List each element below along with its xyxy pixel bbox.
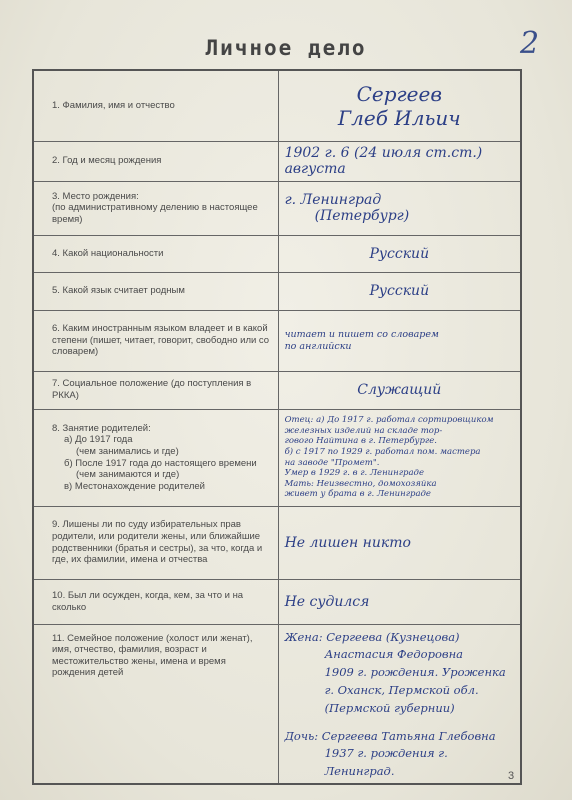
field-label: 7. Социальное положение (до поступления в РККА)	[33, 371, 278, 409]
field-label: 5. Какой язык считает родным	[33, 272, 278, 310]
form-row-name	[33, 70, 521, 141]
form-row-social-status	[33, 371, 521, 409]
field-label: 4. Какой национальности	[33, 235, 278, 272]
form-row-birthdate	[33, 141, 521, 181]
answer-line: г. Оханск, Пермской обл.	[324, 682, 479, 697]
answer-line: Русский	[369, 283, 430, 299]
field-label: 6. Каким иностранным языком владеет и в какой степени (пишет, читает, говорит, свободно или со словарем)	[33, 310, 278, 371]
footer-page-number: 3	[508, 770, 515, 782]
answer-line: 1909 г. рождения. Уроженка	[324, 665, 506, 680]
answer-line: 1902 г. 6 (24 июля ст.ст.) августа	[284, 145, 483, 177]
field-answer	[278, 579, 521, 624]
handwritten-page-number: 2	[520, 26, 540, 61]
field-label	[33, 409, 278, 506]
answer-line: (Петербург)	[314, 208, 410, 224]
field-label: 1. Фамилия, имя и отчество	[33, 70, 278, 141]
form-row-nationality	[33, 235, 521, 272]
field-label: 9. Лишены ли по суду избирательных прав родители, или родители жены, или ближайшие родственники (братья и сестры), за что, когда и где, их фамилии, имена и отчества	[33, 506, 278, 579]
answer-line: железных изделий на складе тор-	[284, 425, 443, 436]
personal-record-form	[32, 69, 522, 785]
field-answer	[278, 141, 521, 181]
field-answer	[278, 409, 521, 506]
answer-line: г. Ленинград	[284, 192, 382, 208]
field-answer	[278, 272, 521, 310]
answer-line: Умер в 1929 г. в г. Ленинграде	[284, 468, 424, 479]
answer-line: Жена: Сергеева (Кузнецова)	[284, 629, 460, 644]
answer-line: Глеб Ильич	[337, 105, 461, 130]
form-row-birthplace	[33, 181, 521, 235]
answer-line: читает и пишет со словарем	[284, 328, 439, 340]
answer-line: (Пермской губернии)	[324, 700, 455, 715]
answer-line: б) с 1917 по 1929 г. работал пом. мастера	[284, 446, 481, 457]
field-label-item: б) После 1917 года до настоящего времени	[64, 457, 257, 469]
field-label-main: 8. Занятие родителей:	[52, 422, 151, 434]
answer-line: 1937 г. рождения г. Ленинград.	[324, 746, 448, 779]
field-answer	[278, 506, 521, 579]
field-answer	[278, 310, 521, 371]
field-label-note: (чем занимались и где)	[76, 445, 179, 457]
field-label-main: 3. Место рождения:	[52, 190, 139, 202]
field-answer	[278, 181, 521, 235]
page-title: Личное дело	[205, 36, 367, 60]
answer-line: Сергеев	[356, 81, 442, 106]
field-label	[33, 181, 278, 235]
answer-line: Анастасия Федоровна	[324, 647, 463, 662]
field-answer	[278, 70, 521, 141]
field-label-item: а) До 1917 года	[64, 434, 133, 446]
answer-line: по английски	[284, 340, 352, 352]
field-answer	[278, 371, 521, 409]
field-label: 11. Семейное положение (холост или женат), имя, отчество, фамилия, возраст и местожительство жены, имена и время рождения детей	[33, 624, 278, 784]
form-row-parents	[33, 409, 521, 506]
form-row-native-language	[33, 272, 521, 310]
field-label-note: (по административному делению в настоящее время)	[52, 202, 258, 225]
field-answer	[278, 624, 521, 784]
answer-line: живет у брата в г. Ленинграде	[284, 489, 431, 500]
form-row-foreign-language	[33, 310, 521, 371]
form-row-voting-rights	[33, 506, 521, 579]
answer-line: Русский	[369, 245, 430, 262]
answer-line: Служащий	[357, 382, 442, 398]
field-label: 2. Год и месяц рождения	[33, 141, 278, 181]
form-row-family	[33, 624, 521, 784]
answer-line: гового Найтина в г. Петербурге.	[284, 436, 437, 447]
answer-line	[285, 718, 514, 728]
field-label-item: в) Местонахождение родителей	[64, 480, 205, 492]
answer-line: Отец: а) До 1917 г. работал сортировщиком	[284, 415, 494, 425]
form-row-convictions	[33, 579, 521, 624]
answer-line: Не лишен никто	[284, 534, 411, 551]
answer-line: на заводе "Промет".	[284, 457, 380, 468]
field-label-note: (чем занимаются и где)	[76, 469, 180, 481]
answer-line: Дочь: Сергеева Татьяна Глебовна	[284, 728, 496, 743]
answer-line: Мать: Неизвестно, домохозяйка	[284, 478, 437, 489]
field-answer	[278, 235, 521, 272]
field-label: 10. Был ли осужден, когда, кем, за что и на сколько	[33, 579, 278, 624]
answer-line: Не судился	[284, 593, 370, 610]
